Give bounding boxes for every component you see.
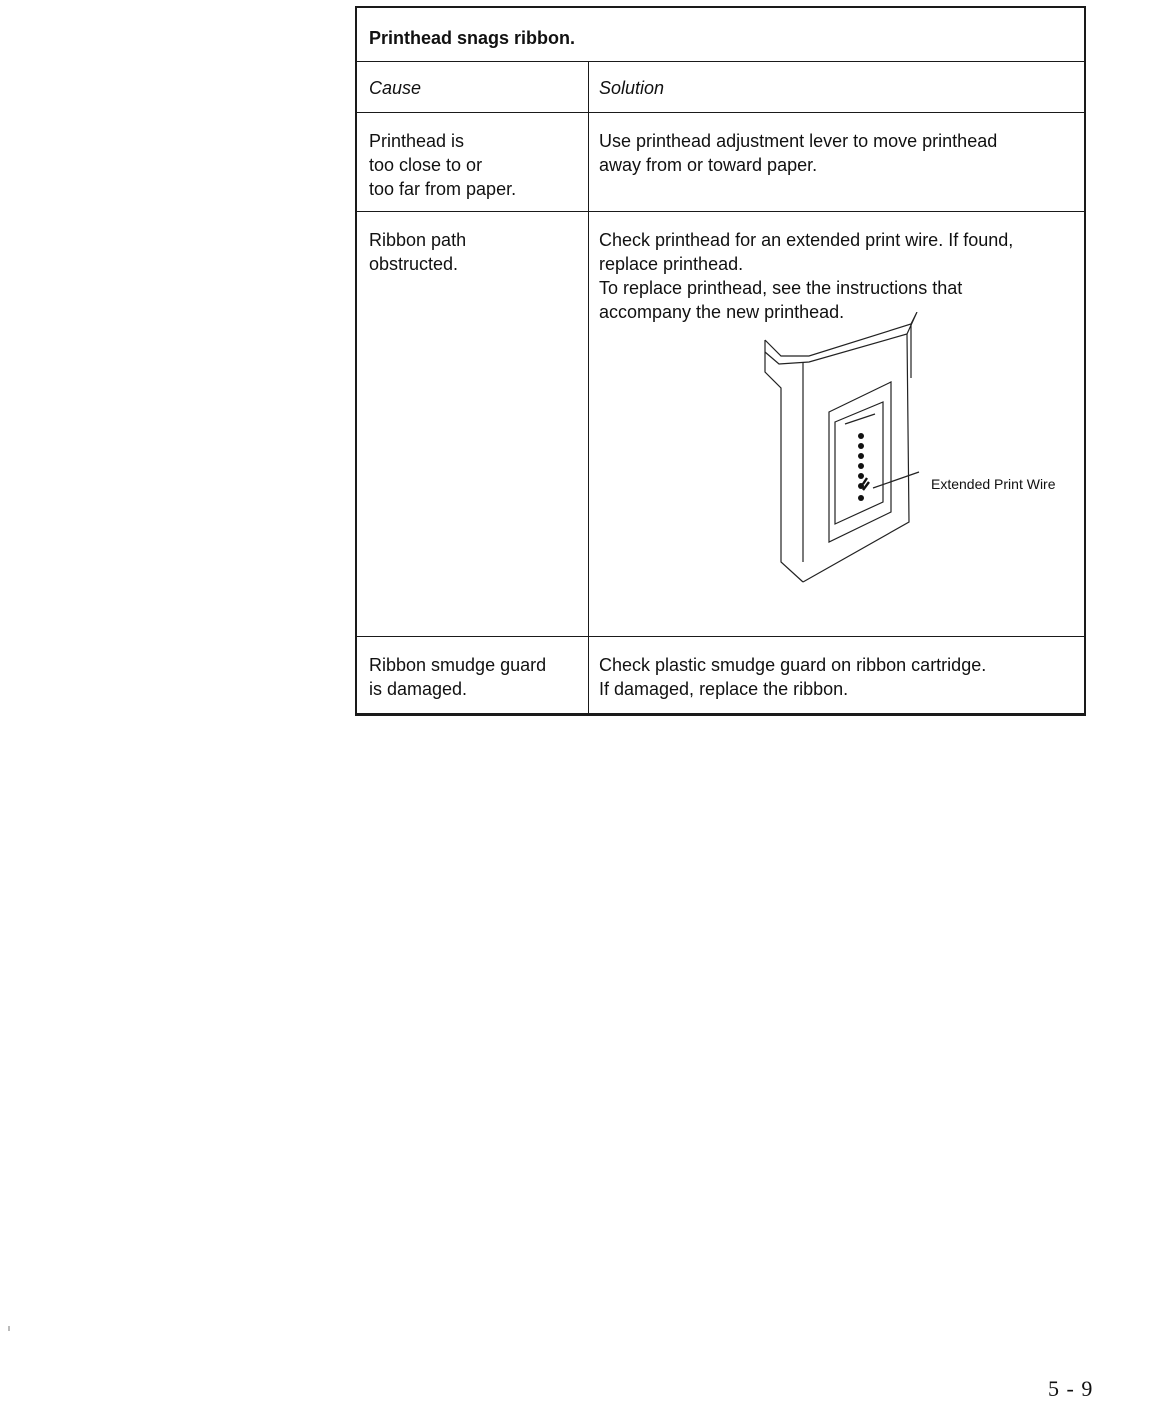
- solution-line: Check printhead for an extended print wire. If found,: [599, 230, 1014, 250]
- solution-cell: [589, 113, 1084, 211]
- solution-line: replace printhead.: [599, 254, 744, 274]
- extended-print-wire-label: Extended Print Wire: [931, 476, 1056, 492]
- scan-speck: [8, 1326, 10, 1331]
- cause-header: Cause: [357, 62, 589, 112]
- table-row: [357, 113, 1084, 212]
- solution-cell: [589, 637, 1084, 713]
- solution-line: Use printhead adjustment lever to move printhead: [599, 131, 998, 151]
- table-header-row: [357, 62, 1084, 113]
- solution-line: accompany the new printhead.: [599, 302, 845, 322]
- table-title: Printhead snags ribbon.: [357, 8, 1084, 62]
- cause-line: Printhead is: [369, 131, 465, 151]
- cause-line: too close to or: [369, 155, 483, 175]
- solution-line: Check plastic smudge guard on ribbon cartridge.: [599, 655, 987, 675]
- solution-cell: [589, 212, 1084, 636]
- cause-cell: [357, 637, 589, 713]
- solution-line: away from or toward paper.: [599, 155, 818, 175]
- solution-line: If damaged, replace the ribbon.: [599, 679, 849, 699]
- cause-cell: [357, 113, 589, 211]
- page-number: 5 - 9: [1048, 1376, 1094, 1401]
- cause-line: Ribbon smudge guard: [369, 655, 547, 675]
- printhead-diagram-icon: [759, 312, 929, 602]
- cause-line: too far from paper.: [369, 179, 517, 199]
- table-row: [357, 212, 1084, 637]
- cause-line: Ribbon path: [369, 230, 467, 250]
- cause-cell: [357, 212, 589, 636]
- troubleshooting-table: [355, 6, 1086, 716]
- table-row: [357, 637, 1084, 713]
- cause-line: obstructed.: [369, 254, 459, 274]
- solution-line: To replace printhead, see the instructions that: [599, 278, 963, 298]
- cause-line: is damaged.: [369, 679, 468, 699]
- solution-header: Solution: [599, 78, 665, 98]
